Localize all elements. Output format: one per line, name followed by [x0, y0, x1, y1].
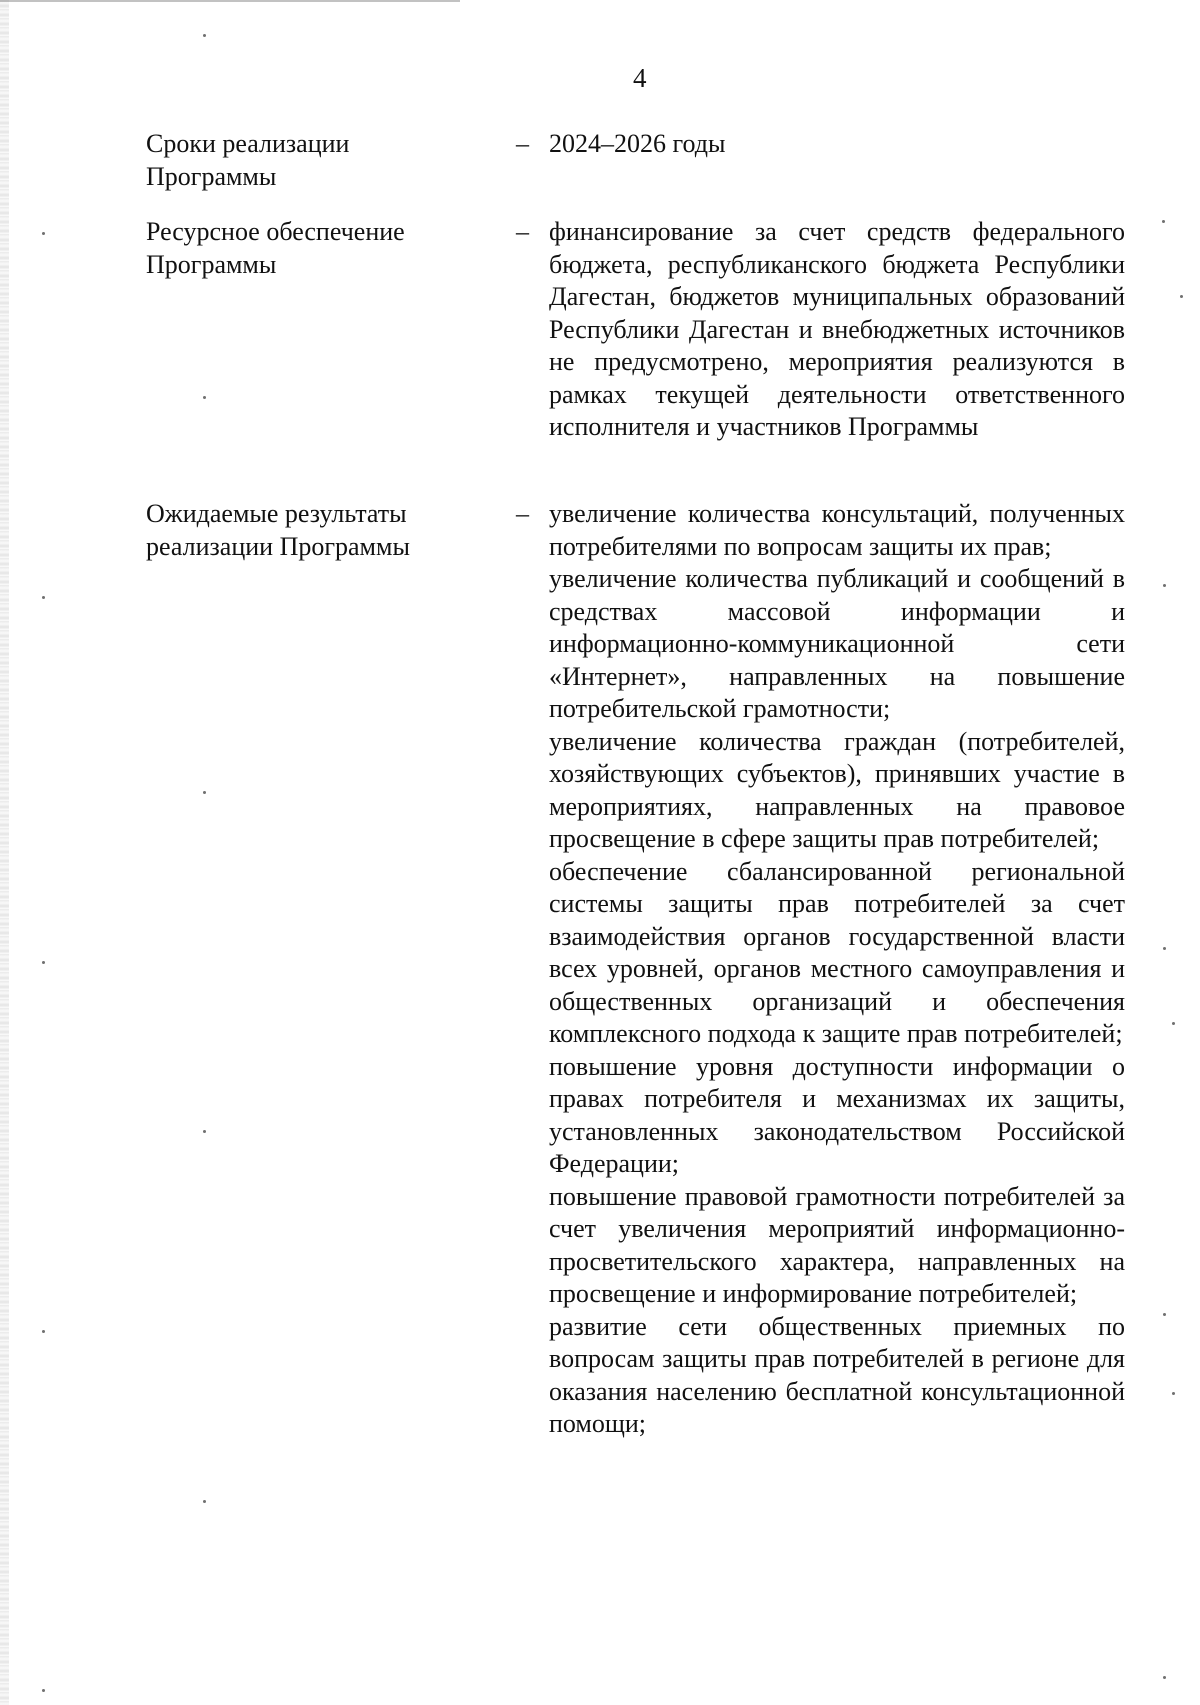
row-value: [549, 128, 1125, 161]
value-paragraph: повышение правовой грамотности потребителей за счет увеличения мероприятий информационно-просветительского характера, направленных на просвещение и информирование потребителей;: [549, 1181, 1125, 1308]
scan-speck: [1180, 295, 1183, 298]
value-paragraph: увеличение количества консультаций, полученных потребителями по вопросам защиты их прав;: [549, 499, 1125, 561]
value-paragraph: повышение уровня доступности информации о правах потребителя и механизмах их защиты, установленных законодательством Российской Федерации;: [549, 1051, 1125, 1178]
row-dash: –: [516, 129, 529, 158]
value-paragraph: финансирование за счет средств федерального бюджета, республиканского бюджета Республики Дагестан, бюджетов муниципальных образований Республики Дагестан и внебюджетных источников не предусмотрено, мероприятия реализуются в рамках текущей деятельности ответственного исполнителя и участников Программы: [549, 217, 1125, 441]
row-label: Ожидаемые результаты реализации Программы: [146, 499, 410, 561]
scan-speck: [1163, 584, 1166, 587]
value-paragraph: 2024–2026 годы: [549, 129, 726, 158]
scan-speck: [42, 961, 45, 964]
scan-speck: [203, 1130, 206, 1133]
row-value: [549, 216, 1125, 444]
row-value: [549, 498, 1125, 1441]
scan-speck: [203, 34, 206, 37]
value-paragraph: обеспечение сбалансированной региональной системы защиты прав потребителей за счет взаимодействия органов государственной власти всех уровней, органов местного самоуправления и общественных организаций и обеспечения комплексного подхода к защите прав потребителей;: [549, 856, 1125, 1048]
scan-speck: [42, 1689, 45, 1692]
scan-speck: [42, 232, 45, 235]
row-label: Сроки реализации Программы: [146, 129, 350, 191]
scan-speck: [1163, 1676, 1166, 1679]
scan-speck: [203, 396, 206, 399]
scan-speck: [1172, 1392, 1175, 1395]
scan-speck: [1163, 1313, 1166, 1316]
row-dash: –: [516, 499, 529, 528]
page-number: 4: [633, 63, 647, 93]
row-dash: –: [516, 217, 529, 246]
scan-edge-top: [0, 0, 460, 2]
value-paragraph: развитие сети общественных приемных по вопросам защиты прав потребителей в регионе для оказания населению бесплатной консультационной помощи;: [549, 1311, 1125, 1438]
scan-edge-left: [0, 0, 9, 1705]
scan-speck: [203, 1500, 206, 1503]
scan-speck: [1172, 1022, 1175, 1025]
scan-speck: [42, 596, 45, 599]
scan-speck: [1163, 947, 1166, 950]
scan-speck: [42, 1330, 45, 1333]
scan-speck: [1162, 220, 1165, 223]
value-paragraph: увеличение количества граждан (потребителей, хозяйствующих субъектов), принявших участие в мероприятиях, направленных на правовое просвещение в сфере защиты прав потребителей;: [549, 726, 1125, 853]
row-label: Ресурсное обеспечение Программы: [146, 217, 405, 279]
scan-speck: [203, 791, 206, 794]
value-paragraph: увеличение количества публикаций и сообщений в средствах массовой информации и информационно-коммуникационной сети «Интернет», направленных на повышение потребительской грамотности;: [549, 564, 1125, 723]
